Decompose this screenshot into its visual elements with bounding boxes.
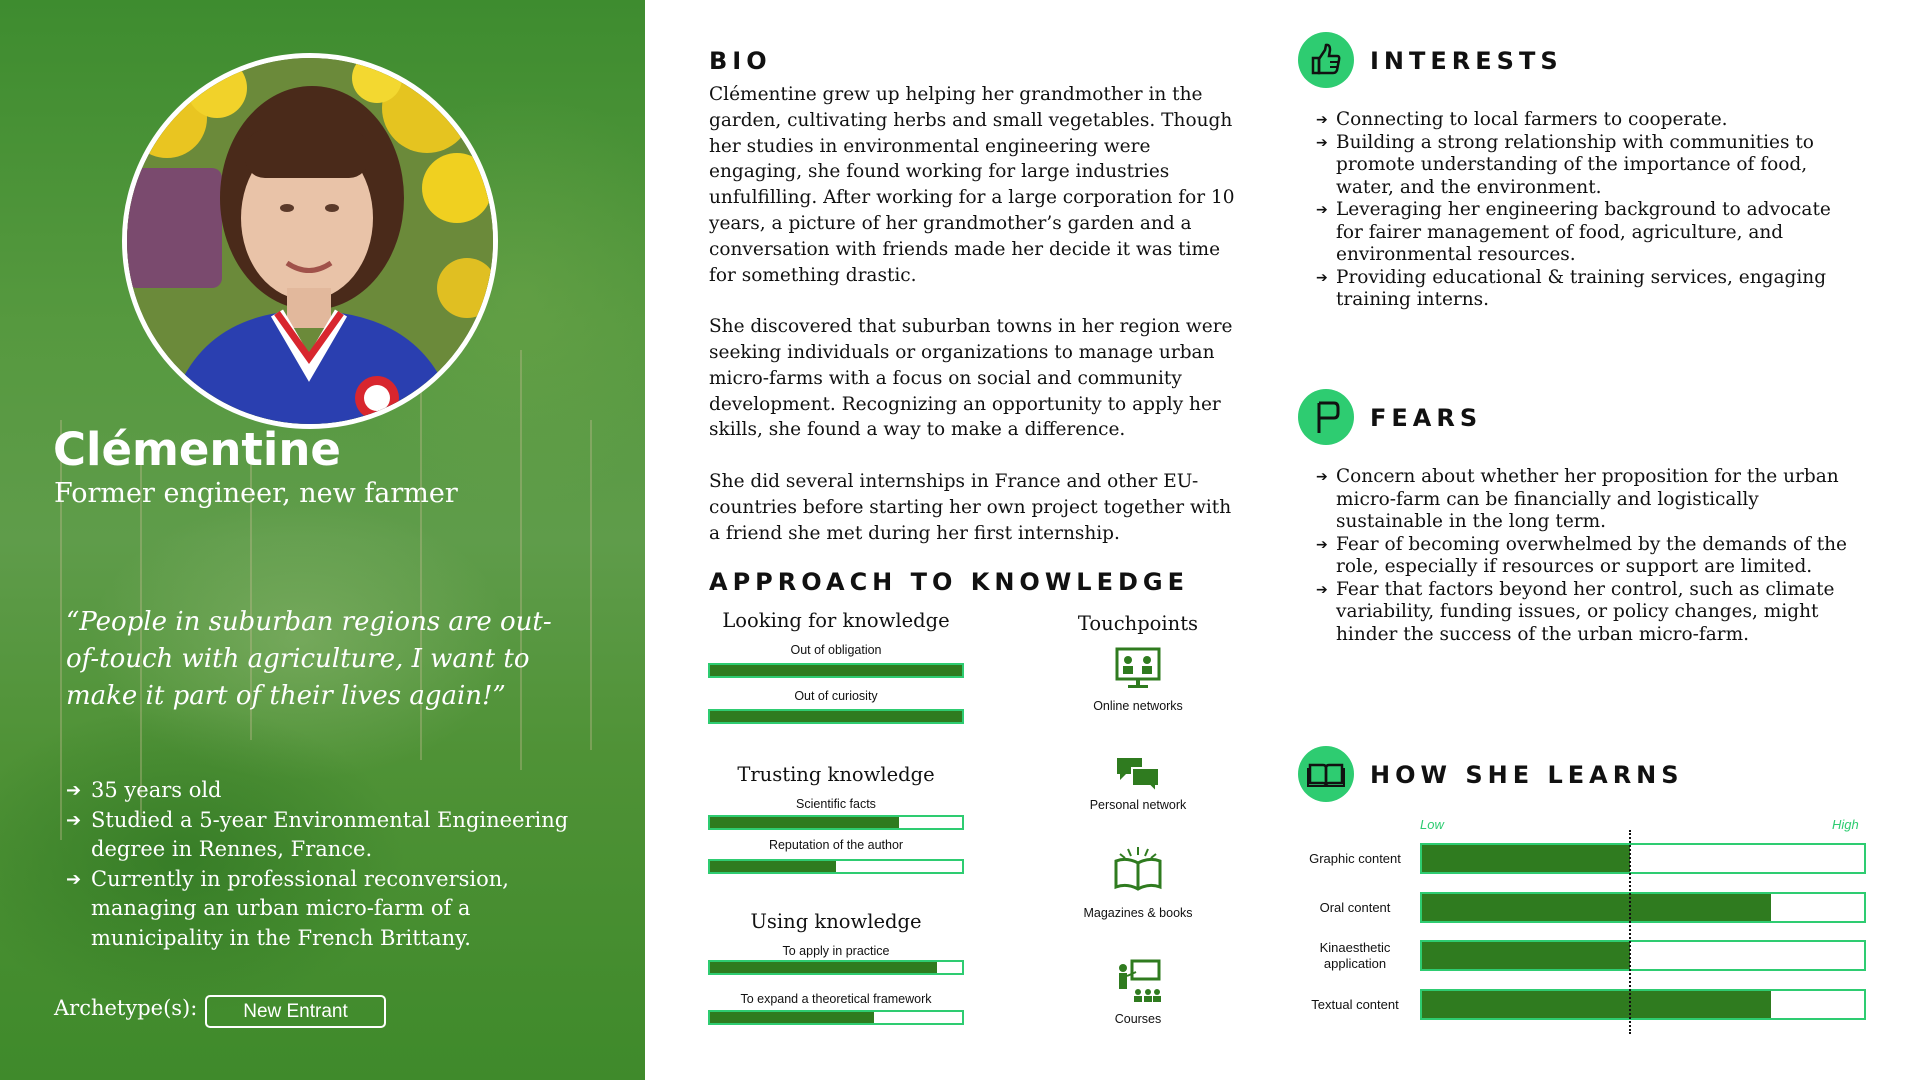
learn-bar-fill <box>1422 894 1771 921</box>
learn-bar-fill <box>1422 942 1630 969</box>
bio-heading: BIO <box>709 47 772 75</box>
persona-role: Former engineer, new farmer <box>54 478 458 509</box>
learn-bar <box>1420 940 1866 971</box>
persona-facts <box>66 776 586 953</box>
bio-paragraph: She did several internships in France and other EU-countries before starting her own project together with a friend she met during her first internship. <box>709 470 1232 544</box>
learn-label: Textual content <box>1311 997 1399 1012</box>
approach-bar <box>708 1010 964 1025</box>
archetype-badge: New Entrant <box>205 995 386 1028</box>
learn-bar <box>1420 843 1866 874</box>
bio-text <box>709 82 1239 572</box>
learn-label: Graphic content <box>1309 851 1401 866</box>
interests-heading: INTERESTS <box>1370 47 1563 75</box>
learn-bar-fill <box>1422 845 1630 872</box>
thumbs-up-icon <box>1298 32 1354 88</box>
persona-panel <box>0 0 645 1080</box>
touchpoints-title: Touchpoints <box>1077 612 1199 635</box>
approach-bar <box>708 815 964 830</box>
fact-item: ➔ Studied a 5-year Environmental Engineering degree in Rennes, France. <box>66 806 586 865</box>
learn-bar-fill <box>1422 991 1771 1018</box>
computer-users-icon <box>1114 645 1162 693</box>
learn-bar <box>1420 892 1866 923</box>
flag-icon <box>1298 389 1354 445</box>
touchpoint-label: Personal network <box>1089 798 1187 812</box>
approach-bar <box>708 960 964 975</box>
interests-list <box>1316 109 1856 312</box>
interest-item: ➔ Connecting to local farmers to cooperate. <box>1316 109 1856 132</box>
approach-bar <box>708 859 964 874</box>
approach-bar <box>708 663 964 678</box>
approach-bar-label: Scientific facts <box>796 797 876 811</box>
learn-label: Oral content <box>1319 900 1391 915</box>
interest-item: ➔ Providing educational & training services, engaging training interns. <box>1316 267 1856 312</box>
learn-bar <box>1420 989 1866 1020</box>
fact-item: ➔ 35 years old <box>66 776 586 806</box>
fears-list <box>1316 466 1856 646</box>
approach-bar-label: Out of obligation <box>790 643 882 657</box>
scale-low-label: Low <box>1420 817 1444 832</box>
approach-bar-fill <box>710 861 836 872</box>
approach-bar-label: To expand a theoretical framework <box>740 992 932 1006</box>
persona-name: Clémentine <box>53 423 341 476</box>
interest-item: ➔ Leveraging her engineering background to advocate for fairer management of food, agriculture, and environmental resources. <box>1316 199 1856 267</box>
open-book-icon <box>1112 843 1164 895</box>
fact-item: ➔ Currently in professional reconversion, managing an urban micro-farm of a municipality in the French Brittany. <box>66 865 586 954</box>
approach-bar-fill <box>710 711 962 722</box>
approach-group-title: Using knowledge <box>750 910 922 933</box>
chat-bubbles-icon <box>1114 752 1162 800</box>
approach-bar-fill <box>710 962 937 973</box>
touchpoint-label: Courses <box>1114 1012 1162 1026</box>
approach-bar-label: Reputation of the author <box>768 838 904 852</box>
approach-heading: APPROACH TO KNOWLEDGE <box>709 568 1190 596</box>
approach-bar-fill <box>710 817 899 828</box>
teacher-board-icon <box>1114 958 1162 1006</box>
approach-bar-label: To apply in practice <box>782 944 890 958</box>
archetype-label: Archetype(s): <box>54 996 198 1020</box>
fear-item: ➔ Concern about whether her proposition for the urban micro-farm can be financially and logistically sustainable in the long term. <box>1316 466 1856 534</box>
learn-label: Kinaesthetic application <box>1319 940 1391 971</box>
approach-bar-fill <box>710 665 962 676</box>
touchpoint-label: Online networks <box>1093 699 1183 713</box>
bio-paragraph: She discovered that suburban towns in her region were seeking individuals or organizations to manage urban micro-farms with a focus on social and community development. Recognizing an opportunity to apply her skills, she found a way to make a difference. <box>709 316 1233 441</box>
learns-heading: HOW SHE LEARNS <box>1370 761 1684 789</box>
approach-group-title: Trusting knowledge <box>737 763 935 786</box>
fear-item: ➔ Fear that factors beyond her control, such as climate variability, funding issues, or policy changes, might hinder the success of the urban micro-farm. <box>1316 579 1856 647</box>
approach-bar <box>708 709 964 724</box>
scale-high-label: High <box>1832 817 1859 832</box>
interest-item: ➔ Building a strong relationship with communities to promote understanding of the importance of food, water, and the environment. <box>1316 132 1856 200</box>
approach-group-title: Looking for knowledge <box>722 609 950 632</box>
persona-photo <box>122 53 498 429</box>
approach-bar-label: Out of curiosity <box>794 689 878 703</box>
fears-heading: FEARS <box>1370 404 1483 432</box>
approach-bar-fill <box>710 1012 874 1023</box>
touchpoint-label: Magazines & books <box>1083 906 1193 920</box>
book-icon <box>1298 746 1354 802</box>
fear-item: ➔ Fear of becoming overwhelmed by the demands of the role, especially if resources or support are limited. <box>1316 534 1856 579</box>
scale-midline <box>1629 830 1631 1034</box>
bio-paragraph: Clémentine grew up helping her grandmother in the garden, cultivating herbs and small vegetables. Though her studies in environmental engineering were engaging, she found working for large industries unfulfilling. After working for a large corporation for 10 years, a picture of her grandmother’s garden and a conversation with friends made her decide it was time for something drastic. <box>709 84 1235 286</box>
persona-quote: “People in suburban regions are out-of-touch with agriculture, I want to make it part of their lives again!” <box>66 607 552 711</box>
